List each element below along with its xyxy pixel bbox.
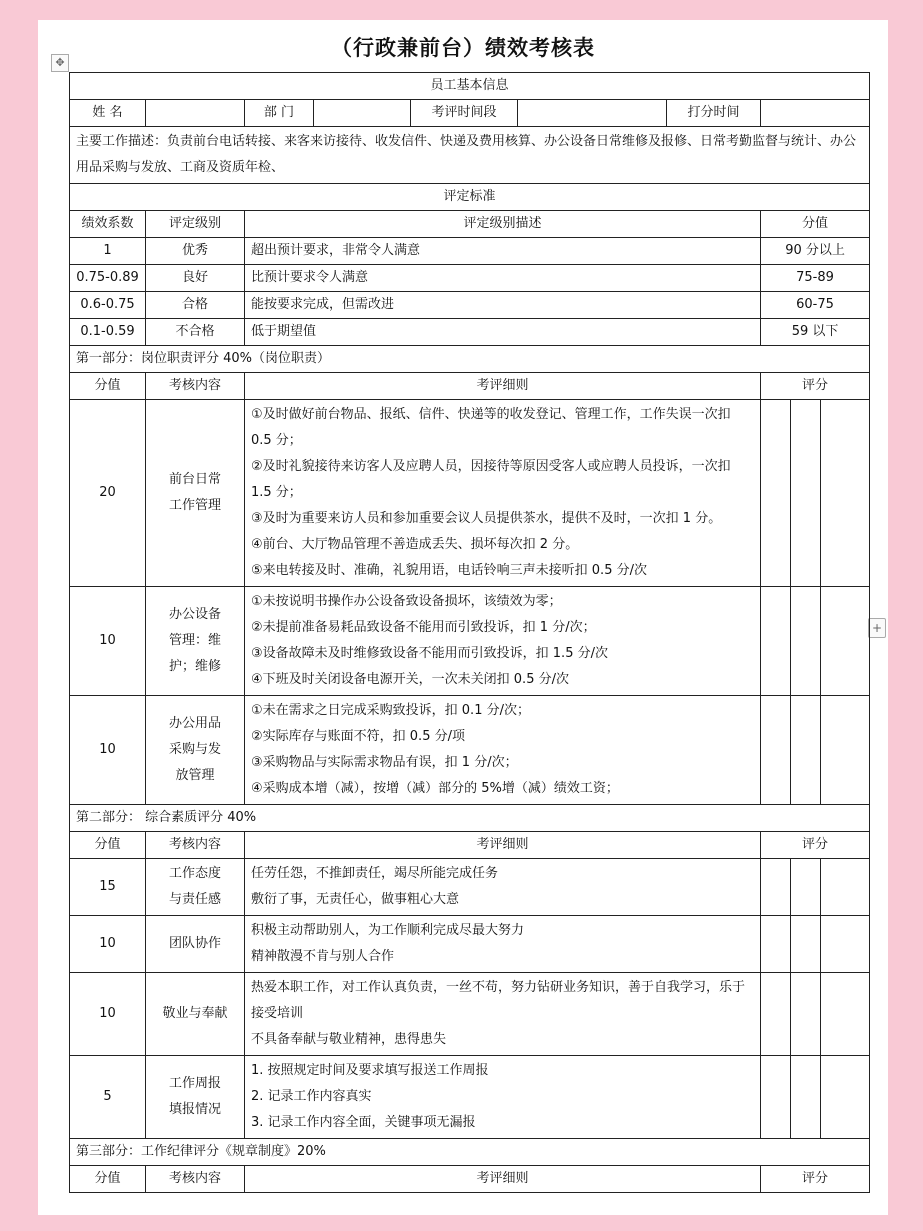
col-score: 分值 [70, 373, 146, 400]
standards-header: 评定标准 [70, 184, 870, 211]
standard-desc: 超出预计要求，非常令人满意 [245, 238, 761, 265]
standard-desc: 低于期望值 [245, 319, 761, 346]
detail-line: 任劳任怨，不推卸责任，竭尽所能完成任务 [251, 866, 499, 881]
detail-line: 2. 记录工作内容真实 [251, 1089, 372, 1104]
row-score: 5 [70, 1056, 146, 1139]
row-details [245, 973, 761, 1056]
row-score: 10 [70, 973, 146, 1056]
table-row [70, 973, 870, 1056]
standard-score: 59 以下 [761, 319, 870, 346]
row-content: 工作周报填报情况 [146, 1056, 245, 1139]
standard-row [70, 292, 870, 319]
detail-line: 1. 按照规定时间及要求填写报送工作周报 [251, 1063, 489, 1078]
col-details: 考评细则 [245, 832, 761, 859]
period-label: 考评时间段 [411, 100, 518, 127]
detail-line: ①未按说明书操作办公设备致设备损坏，该绩效为零； [251, 594, 562, 609]
add-column-icon[interactable]: + [868, 618, 886, 638]
col-details: 考评细则 [245, 1166, 761, 1193]
detail-line: ③采购物品与实际需求物品有误，扣 1 分/次； [251, 755, 518, 770]
rating-cell[interactable] [821, 1056, 870, 1139]
row-content: 工作态度与责任感 [146, 859, 245, 916]
standard-level: 不合格 [146, 319, 245, 346]
col-content: 考核内容 [146, 1166, 245, 1193]
rating-cell[interactable] [761, 859, 791, 916]
col-score: 分值 [70, 1166, 146, 1193]
table-row [70, 916, 870, 973]
standard-desc: 比预计要求令人满意 [245, 265, 761, 292]
standard-desc: 能按要求完成，但需改进 [245, 292, 761, 319]
detail-line: ①未在需求之日完成采购致投诉，扣 0.1 分/次； [251, 703, 530, 718]
row-score: 10 [70, 587, 146, 696]
name-label: 姓 名 [70, 100, 146, 127]
row-score: 15 [70, 859, 146, 916]
move-handle-icon[interactable]: ✥ [51, 54, 69, 72]
evaluation-table [69, 72, 870, 1193]
col-coef: 绩效系数 [70, 211, 146, 238]
row-details [245, 696, 761, 805]
document-page [38, 20, 888, 1215]
rating-cell[interactable] [761, 696, 791, 805]
standard-level: 良好 [146, 265, 245, 292]
row-details [245, 400, 761, 587]
standard-coef: 0.6-0.75 [70, 292, 146, 319]
col-content: 考核内容 [146, 832, 245, 859]
rating-cell[interactable] [761, 916, 791, 973]
detail-line: ④下班及时关闭设备电源开关，一次未关闭扣 0.5 分/次 [251, 672, 569, 687]
row-content: 前台日常工作管理 [146, 400, 245, 587]
rating-cell[interactable] [791, 696, 821, 805]
rating-cell[interactable] [761, 1056, 791, 1139]
rating-cell[interactable] [821, 696, 870, 805]
row-details [245, 859, 761, 916]
part2-header: 第二部分： 综合素质评分 40% [70, 805, 870, 832]
rating-cell[interactable] [791, 400, 821, 587]
table-row [70, 400, 870, 587]
table-row [70, 1056, 870, 1139]
standard-row [70, 265, 870, 292]
period-value-cell[interactable] [518, 100, 667, 127]
rating-cell[interactable] [761, 973, 791, 1056]
row-details [245, 916, 761, 973]
basic-info-header: 员工基本信息 [70, 73, 870, 100]
rating-cell[interactable] [821, 973, 870, 1056]
detail-line: 热爱本职工作，对工作认真负责，一丝不苟，努力钻研业务知识，善于自我学习，乐于接受培训 [251, 980, 746, 1021]
standard-level: 合格 [146, 292, 245, 319]
standard-row [70, 319, 870, 346]
table-row [70, 696, 870, 805]
col-level: 评定级别 [146, 211, 245, 238]
rating-cell[interactable] [821, 916, 870, 973]
rating-cell[interactable] [791, 1056, 821, 1139]
row-content: 办公用品采购与发放管理 [146, 696, 245, 805]
detail-line: ③设备故障未及时维修致设备不能用而引致投诉，扣 1.5 分/次 [251, 646, 608, 661]
col-rating: 评分 [761, 832, 870, 859]
job-description: 主要工作描述：负责前台电话转接、来客来访接待、收发信件、快递及费用核算、办公设备日常维修及报修、日常考勤监督与统计、办公用品采购与发放、工商及资质年检、 [70, 127, 870, 184]
detail-line: 3. 记录工作内容全面，关键事项无漏报 [251, 1115, 476, 1130]
score-time-value-cell[interactable] [761, 100, 870, 127]
rating-cell[interactable] [821, 400, 870, 587]
standard-coef: 1 [70, 238, 146, 265]
part1-header: 第一部分：岗位职责评分 40%（岗位职责） [70, 346, 870, 373]
table-row [70, 859, 870, 916]
score-time-label: 打分时间 [667, 100, 761, 127]
standard-level: 优秀 [146, 238, 245, 265]
standard-coef: 0.1-0.59 [70, 319, 146, 346]
detail-line: ⑤来电转接及时、准确，礼貌用语，电话铃响三声未接听扣 0.5 分/次 [251, 563, 647, 578]
detail-line: ②未提前准备易耗品致设备不能用而引致投诉，扣 1 分/次； [251, 620, 596, 635]
detail-line: ③及时为重要来访人员和参加重要会议人员提供茶水，提供不及时，一次扣 1 分。 [251, 511, 722, 526]
row-score: 20 [70, 400, 146, 587]
row-content: 团队协作 [146, 916, 245, 973]
rating-cell[interactable] [761, 587, 791, 696]
col-content: 考核内容 [146, 373, 245, 400]
col-score: 分值 [761, 211, 870, 238]
rating-cell[interactable] [791, 859, 821, 916]
part3-header: 第三部分：工作纪律评分《规章制度》20% [70, 1139, 870, 1166]
col-score: 分值 [70, 832, 146, 859]
detail-line: 精神散漫不肯与别人合作 [251, 949, 395, 964]
detail-line: ②实际库存与账面不符，扣 0.5 分/项 [251, 729, 465, 744]
dept-label: 部 门 [245, 100, 314, 127]
standard-score: 75-89 [761, 265, 870, 292]
standard-row [70, 238, 870, 265]
row-score: 10 [70, 696, 146, 805]
detail-line: 不具备奉献与敬业精神，患得患失 [251, 1032, 447, 1047]
row-content: 敬业与奉献 [146, 973, 245, 1056]
page-title: （行政兼前台）绩效考核表 [331, 36, 595, 60]
rating-cell[interactable] [821, 587, 870, 696]
row-score: 10 [70, 916, 146, 973]
detail-line: ④采购成本增（减），按增（减）部分的 5%增（减）绩效工资； [251, 781, 619, 796]
table-row [70, 587, 870, 696]
rating-cell[interactable] [791, 587, 821, 696]
rating-cell[interactable] [791, 973, 821, 1056]
row-content: 办公设备管理：维护；维修 [146, 587, 245, 696]
detail-line: 积极主动帮助别人，为工作顺利完成尽最大努力 [251, 923, 525, 938]
rating-cell[interactable] [761, 400, 791, 587]
rating-cell[interactable] [791, 916, 821, 973]
col-rating: 评分 [761, 1166, 870, 1193]
standard-coef: 0.75-0.89 [70, 265, 146, 292]
row-details [245, 1056, 761, 1139]
detail-line: ④前台、大厅物品管理不善造成丢失、损坏每次扣 2 分。 [251, 537, 579, 552]
name-value-cell[interactable] [146, 100, 245, 127]
detail-line: ①及时做好前台物品、报纸、信件、快递等的收发登记、管理工作，工作失误一次扣 0.5 分； [251, 407, 731, 448]
standard-score: 60-75 [761, 292, 870, 319]
standard-score: 90 分以上 [761, 238, 870, 265]
rating-cell[interactable] [821, 859, 870, 916]
detail-line: ②及时礼貌接待来访客人及应聘人员，因接待等原因受客人或应聘人员投诉，一次扣 1.5 分； [251, 459, 731, 500]
col-rating: 评分 [761, 373, 870, 400]
col-level-desc: 评定级别描述 [245, 211, 761, 238]
row-details [245, 587, 761, 696]
dept-value-cell[interactable] [314, 100, 411, 127]
detail-line: 敷衍了事，无责任心，做事粗心大意 [251, 892, 460, 907]
col-details: 考评细则 [245, 373, 761, 400]
